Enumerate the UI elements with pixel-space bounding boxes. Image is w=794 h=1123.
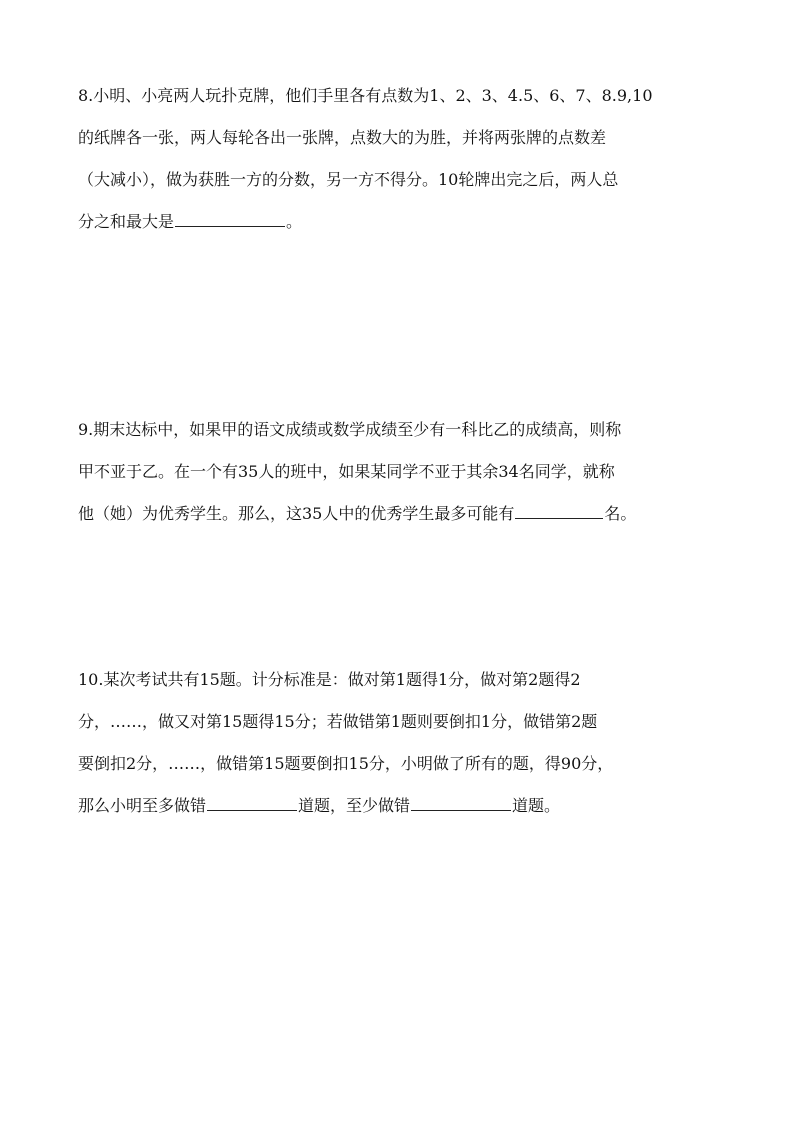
question-text: 他（她）为优秀学生。那么，这35人中的优秀学生最多可能有 [78, 504, 515, 523]
question-text: 道题。 [512, 796, 561, 815]
question-text: 分之和最大是 [78, 212, 175, 231]
question-line: 分，……，做又对第15题得15分；若做错第1题则要倒扣1分，做错第2题 [78, 712, 598, 731]
question-text: 道题，至少做错 [298, 796, 411, 815]
question-line-with-blanks [78, 785, 728, 827]
question-text: 。 [286, 212, 303, 231]
question-10 [78, 659, 728, 827]
question-line: 10.某次考试共有15题。计分标准是：做对第1题得1分，做对第2题得2 [78, 670, 581, 689]
question-line: 9.期末达标中，如果甲的语文成绩或数学成绩至少有一科比乙的成绩高，则称 [78, 420, 622, 439]
question-line: 要倒扣2分，……，做错第15题要倒扣15分，小明做了所有的题，得90分， [78, 754, 614, 773]
answer-blank-least-wrong[interactable] [411, 794, 511, 811]
question-8 [78, 75, 728, 243]
answer-blank-most-wrong[interactable] [207, 794, 297, 811]
question-9 [78, 409, 728, 535]
question-line-with-blank [78, 201, 728, 243]
question-text: 那么小明至多做错 [78, 796, 207, 815]
question-text: 名。 [604, 504, 637, 523]
question-line: 的纸牌各一张，两人每轮各出一张牌，点数大的为胜，并将两张牌的点数差 [78, 128, 607, 147]
question-line: 甲不亚于乙。在一个有35人的班中，如果某同学不亚于其余34名同学，就称 [78, 462, 615, 481]
question-line-with-blank [78, 493, 728, 535]
answer-blank[interactable] [175, 210, 285, 227]
question-line: （大减小），做为获胜一方的分数，另一方不得分。10轮牌出完之后，两人总 [78, 170, 619, 189]
question-line: 8.小明、小亮两人玩扑克牌，他们手里各有点数为1、2、3、4.5、6、7、8.9,10 [78, 86, 653, 105]
answer-blank[interactable] [515, 502, 603, 519]
